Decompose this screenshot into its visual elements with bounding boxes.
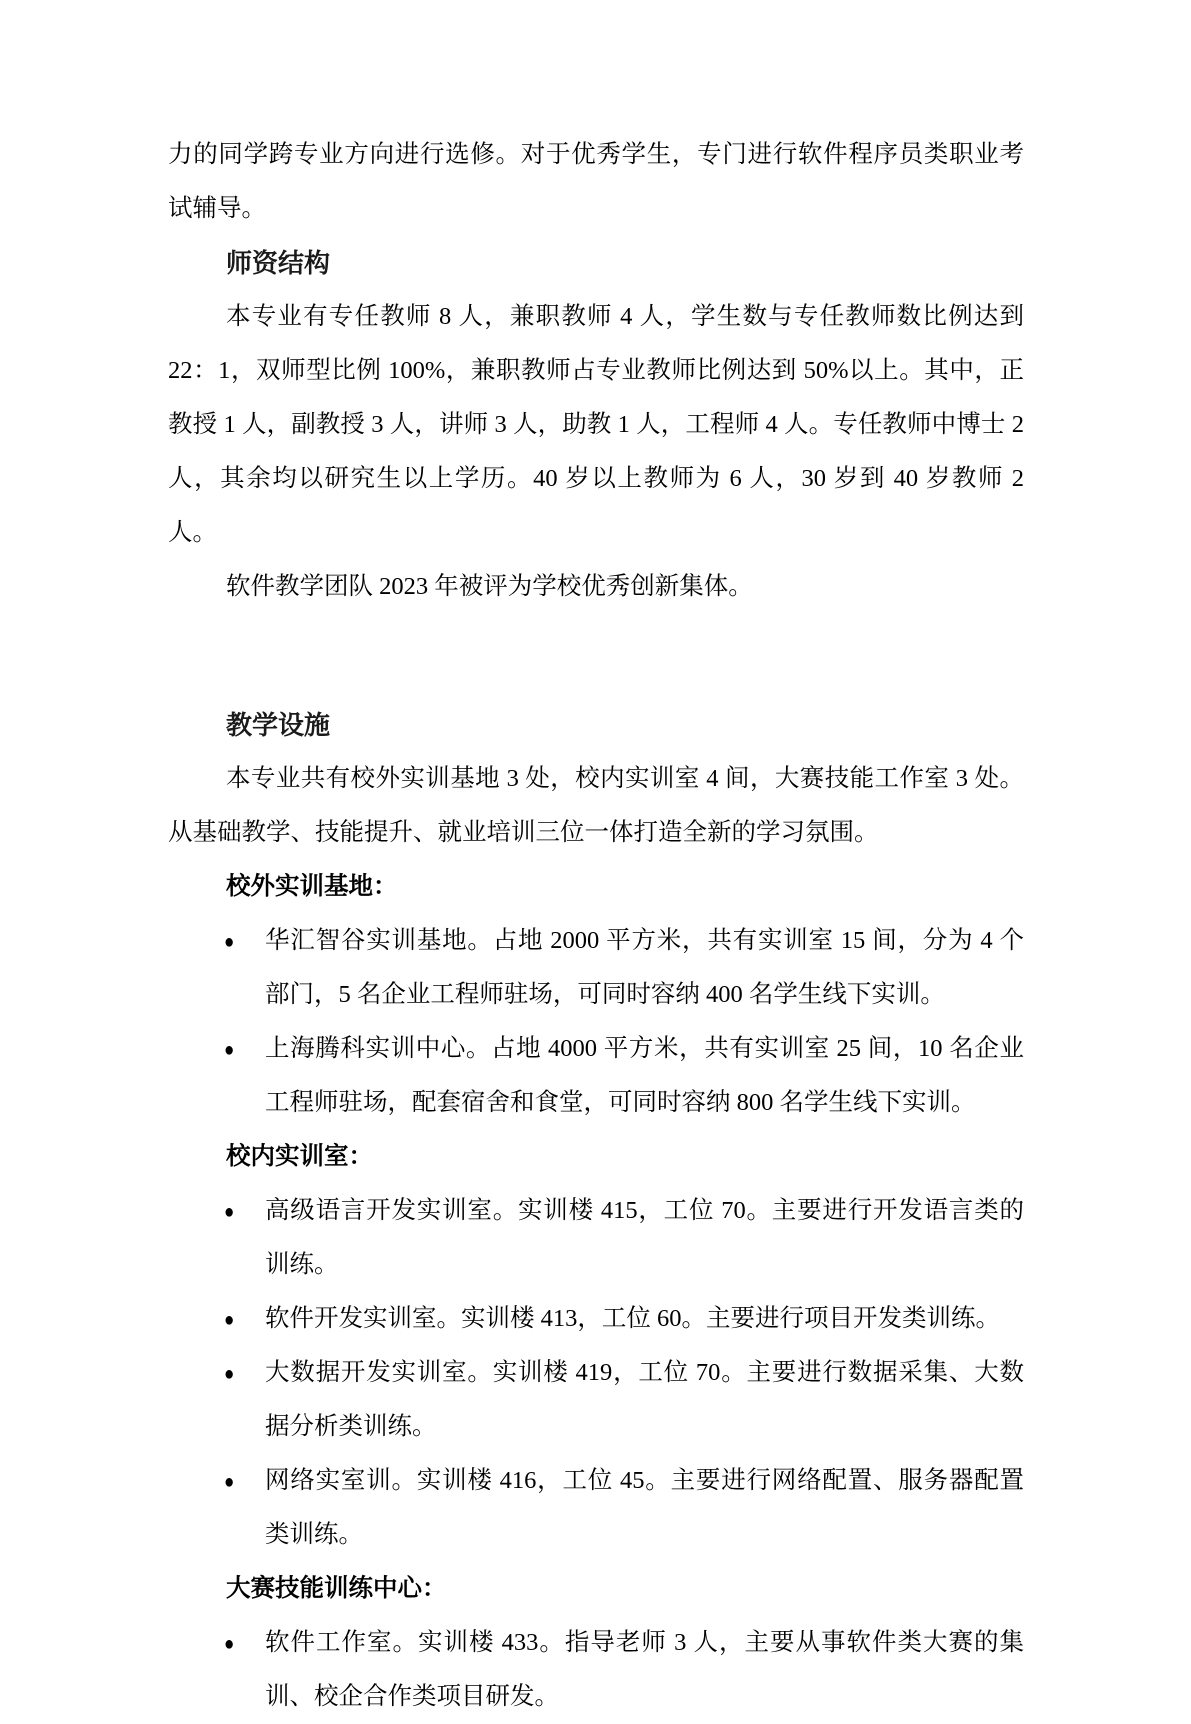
list-item [168,1454,1024,1562]
list-item-text: 高级语言开发实训室。实训楼 415，工位 70。主要进行开发语言类的训练。 [265,1197,1024,1278]
bullet-icon: ● [224,1363,235,1385]
list-item [168,914,1024,1022]
section-heading-faculty-structure: 师资结构 [226,248,331,278]
list-item [168,1292,1024,1346]
list-item-text: 软件工作室。实训楼 433。指导老师 3 人，主要从事软件类大赛的集训、校企合作类项目研发。 [265,1629,1024,1710]
bullet-icon: ● [224,1039,235,1061]
list-item [168,1184,1024,1292]
list-item-text: 软件开发实训室。实训楼 413，工位 60。主要进行项目开发类训练。 [265,1305,1000,1332]
paragraph-facilities-overview: 本专业共有校外实训基地 3 处，校内实训室 4 间，大赛技能工作室 3 处。从基础教学、技能提升、就业培训三位一体打造全新的学习氛围。 [168,765,1024,846]
list-item-text: 网络实室训。实训楼 416，工位 45。主要进行网络配置、服务器配置类训练。 [265,1467,1024,1548]
paragraph-teaching-team-award: 软件教学团队 2023 年被评为学校优秀创新集体。 [226,573,753,600]
list-item [168,1346,1024,1454]
paragraph-faculty-stats: 本专业有专任教师 8 人，兼职教师 4 人，学生数与专任教师数比例达到 22：1，双师型比例 100%，兼职教师占专业教师比例达到 50%以上。其中，正教授 1 人，副教授 3 人，讲师 3 人，助教 1 人，工程师 4 人。专任教师中博士 2 人，其余均以研究生以上学历。40 岁以上教师为 6 人，30 岁到 40 岁教师 2 人。 [168,303,1024,546]
bullet-icon: ● [224,1309,235,1331]
list-item-text: 上海腾科实训中心。占地 4000 平方米，共有实训室 25 间，10 名企业工程师驻场，配套宿舍和食堂，可同时容纳 800 名学生线下实训。 [265,1035,1024,1116]
subsection-title-competition-center: 大赛技能训练中心： [226,1575,447,1602]
oncampus-labs-list [168,1184,1024,1562]
list-item [168,1022,1024,1130]
bullet-icon: ● [224,1633,235,1655]
list-item-text: 华汇智谷实训基地。占地 2000 平方米，共有实训室 15 间，分为 4 个部门，5 名企业工程师驻场，可同时容纳 400 名学生线下实训。 [265,927,1024,1008]
section-heading-teaching-facilities: 教学设施 [226,710,331,740]
list-item-text: 大数据开发实训室。实训楼 419，工位 70。主要进行数据采集、大数据分析类训练。 [265,1359,1024,1440]
competition-center-list [168,1616,1024,1724]
subsection-title-offcampus-bases: 校外实训基地： [226,873,398,900]
paragraph-intro-continuation: 力的同学跨专业方向进行选修。对于优秀学生，专门进行软件程序员类职业考试辅导。 [168,141,1024,222]
offcampus-bases-list [168,914,1024,1130]
bullet-icon: ● [224,1471,235,1493]
subsection-title-oncampus-labs: 校内实训室： [226,1143,373,1170]
bullet-icon: ● [224,1201,235,1223]
list-item [168,1616,1024,1724]
bullet-icon: ● [224,931,235,953]
